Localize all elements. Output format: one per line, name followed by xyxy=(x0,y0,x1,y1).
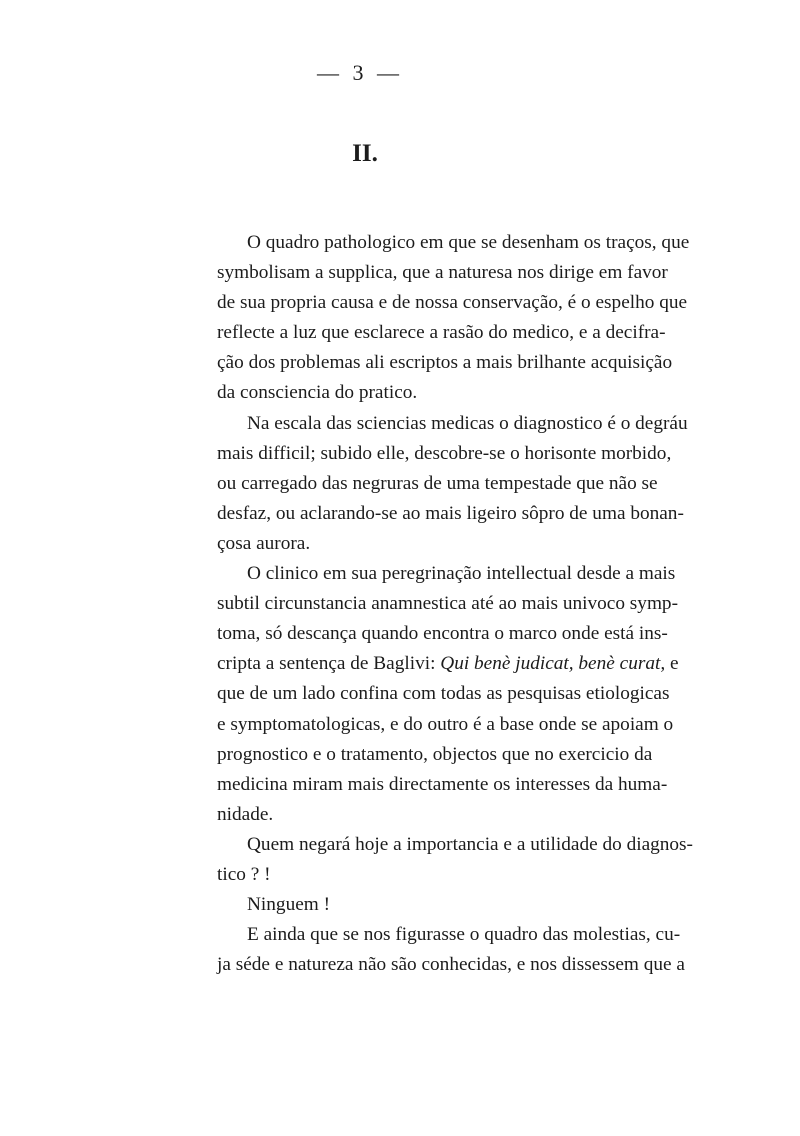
text-line: ou carregado das negruras de uma tempestade que não se xyxy=(217,472,658,494)
text-line: O clinico em sua peregrinação intellectual desde a mais xyxy=(247,563,676,585)
text-line: Quem negará hoje a importancia e a utilidade do diagnos- xyxy=(247,833,693,855)
text-line: E ainda que se nos figurasse o quadro das molestias, cu- xyxy=(247,924,681,946)
text-segment: cripta a sentença de Baglivi: xyxy=(217,653,441,675)
text-line: toma, só descança quando encontra o marco onde está ins- xyxy=(217,623,668,645)
text-line xyxy=(217,649,679,679)
text-line: O quadro pathologico em que se desenham os traços, que xyxy=(247,232,690,253)
text-line: reflecte a luz que esclarece a rasão do medico, e a decifra- xyxy=(217,322,666,344)
text-line: que de um lado confina com todas as pesquisas etiologicas xyxy=(217,683,670,705)
text-line: Ninguem ! xyxy=(247,894,330,916)
section-heading: II. xyxy=(352,140,378,167)
text-line: ja séde e natureza não são conhecidas, e nos dissessem que a xyxy=(217,954,685,976)
text-line: symbolisam a supplica, que a naturesa nos dirige em favor xyxy=(217,262,668,284)
text-line: tico ? ! xyxy=(217,863,271,885)
text-line: desfaz, ou aclarando-se ao mais ligeiro sôpro de uma bonan- xyxy=(217,502,684,524)
text-line: ção dos problemas ali escriptos a mais brilhante acquisição xyxy=(217,352,673,374)
text-line: prognostico e o tratamento, objectos que no exercicio da xyxy=(217,743,653,765)
text-line: e symptomatologicas, e do outro é a base onde se apoiam o xyxy=(217,713,674,735)
text-line: mais difficil; subido elle, descobre-se o horisonte morbido, xyxy=(217,442,672,464)
text-line: da consciencia do pratico. xyxy=(217,382,418,404)
body-text xyxy=(217,228,693,980)
italic-quote: Qui benè judicat, benè curat, xyxy=(440,653,666,675)
text-line: nidade. xyxy=(217,803,274,825)
text-line: medicina miram mais directamente os interesses da huma- xyxy=(217,773,668,795)
text-line: subtil circunstancia anamnestica até ao mais univoco symp- xyxy=(217,593,678,615)
page-number: — 3 — xyxy=(317,60,403,85)
text-line: de sua propria causa e de nossa conservação, é o espelho que xyxy=(217,292,688,314)
text-line: çosa aurora. xyxy=(217,532,311,554)
text-line: Na escala das sciencias medicas o diagnostico é o degráu xyxy=(247,412,688,434)
text-segment: e xyxy=(665,653,679,675)
